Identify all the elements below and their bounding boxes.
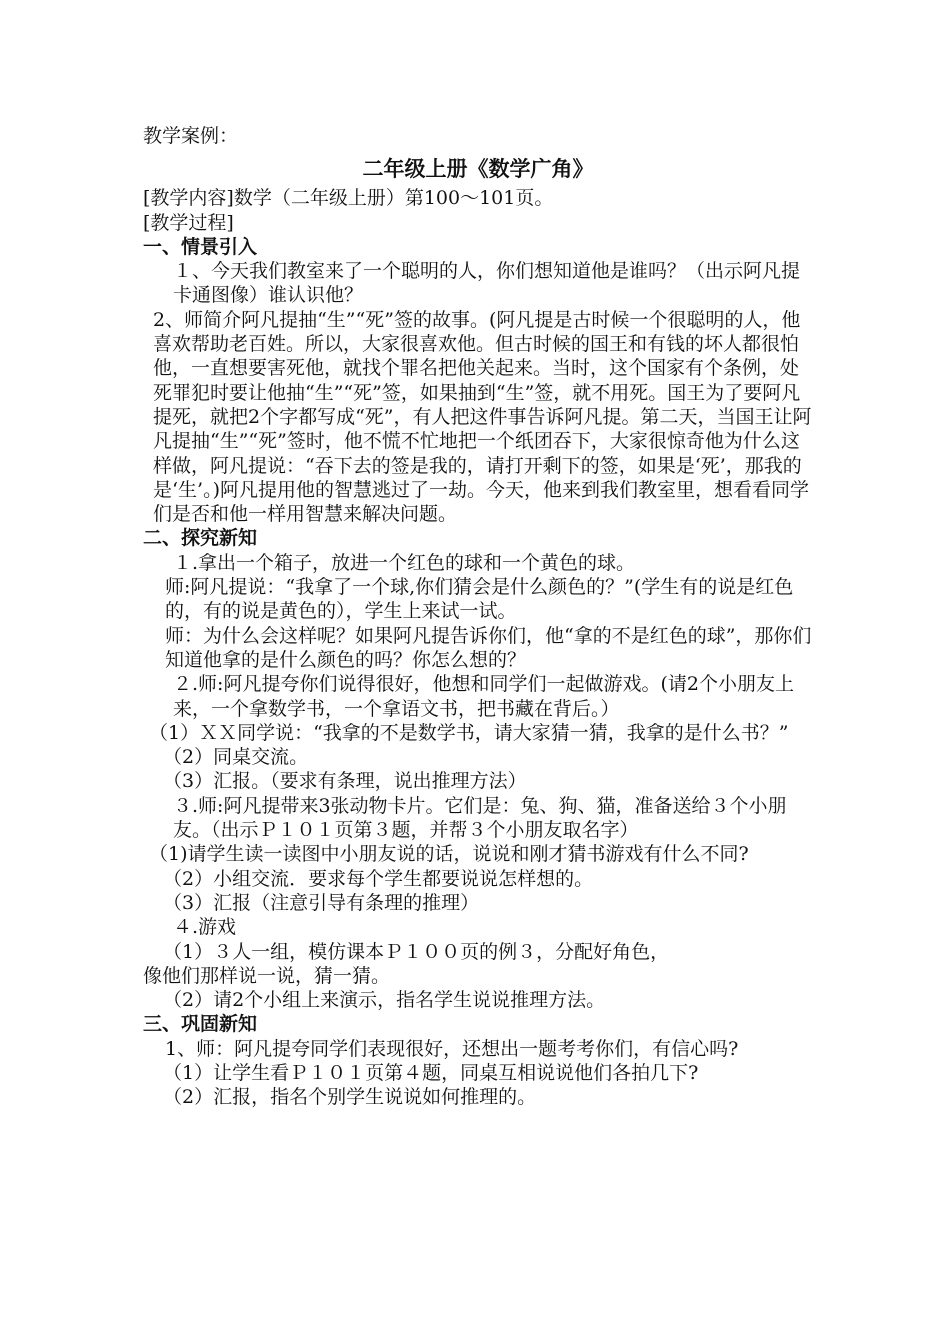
document-page [143,124,813,1110]
paragraph: （2）小组交流．要求每个学生都要说说怎样想的。 [163,867,594,890]
paragraph: （1）让学生看Ｐ１０１页第４题，同桌互相说说他们各拍几下? [163,1061,699,1084]
paragraph: 1、师：阿凡提夸同学们表现很好，还想出一题考考你们，有信心吗? [165,1037,739,1060]
paragraph: （3）汇报（注意引导有条理的推理） [163,891,480,914]
section-heading-1: 一、情景引入 [143,235,258,258]
paragraph: 像他们那样说一说，猜一猜。 [143,964,391,987]
paragraph: １.拿出一个箱子，放进一个红色的球和一个黄色的球。 [173,551,636,574]
paragraph: ２.师:阿凡提夸你们说得很好，他想和同学们一起做游戏。(请2个小朋友上来，一个拿数学书，一个拿语文书，把书藏在背后。） [173,673,794,720]
document-header: 教学案例： [143,125,239,147]
section-heading-2: 二、探究新知 [143,527,258,550]
paragraph: （2）同桌交流。 [163,746,309,769]
paragraph: （3）汇报。（要求有条理，说出推理方法） [163,770,527,793]
section-heading-3: 三、巩固新知 [143,1013,258,1036]
paragraph: 2、师简介阿凡提抽“生”“死”签的故事。(阿凡提是古时候一个很聪明的人，他喜欢帮助老百姓。所以，大家很喜欢他。但古时候的国王和有钱的坏人都很怕他，一直想要害死他，就找个罪名把他关起来。当时，这个国家有个条例，处死罪犯时要让他抽“生”“死”签，如果抽到“生”签，就不用死。国王为了要阿凡提死，就把2个字都写成“死”，有人把这件事告诉阿凡提。第二天，当国王让阿凡提抽“生”“死”签时，他不慌不忙地把一个纸团吞下，大家很惊奇他为什么这样做，阿凡提说：“吞下去的签是我的，请打开剩下的签，如果是‘死’，那我的是‘生’。)阿凡提用他的智慧逃过了一劫。今天，他来到我们教室里，想看看同学们是否和他一样用智慧来解决问题。 [153,308,812,526]
paragraph: （2）请2个小组上来演示，指名学生说说推理方法。 [163,989,606,1012]
paragraph: １、今天我们教室来了一个聪明的人，你们想知道他是谁吗？（出示阿凡提卡通图像）谁认识他？ [173,260,801,307]
document-title: 二年级上册《数学广角》 [362,157,594,182]
paragraph: 师:阿凡提说：“我拿了一个球,你们猜会是什么颜色的？”(学生有的说是红色的，有的说是黄色的），学生上来试一试。 [165,576,794,623]
paragraph: （2）汇报，指名个别学生说说如何推理的。 [163,1086,537,1109]
paragraph: 师：为什么会这样呢？如果阿凡提告诉你们，他“拿的不是红色的球”，那你们知道他拿的是什么颜色的吗？你怎么想的？ [165,624,812,671]
paragraph: （1）ＸＸ同学说：“我拿的不是数学书，请大家猜一猜，我拿的是什么书？” [149,721,789,744]
paragraph: （1）３人一组，模仿课本Ｐ１００页的例３，分配好角色， [163,940,670,963]
paragraph: ３.师:阿凡提带来3张动物卡片。它们是：兔、狗、猫，准备送给３个小朋友。（出示Ｐ１０１页第３题，并帮３个小朋友取名字） [173,794,787,842]
paragraph: ４.游戏 [173,916,237,939]
paragraph: （1)请学生读一读图中小朋友说的话，说说和刚才猜书游戏有什么不同? [149,843,749,866]
teaching-content-label: [教学内容]数学（二年级上册）第100～101页。 [143,187,554,210]
teaching-process-label: [教学过程] [143,211,234,234]
